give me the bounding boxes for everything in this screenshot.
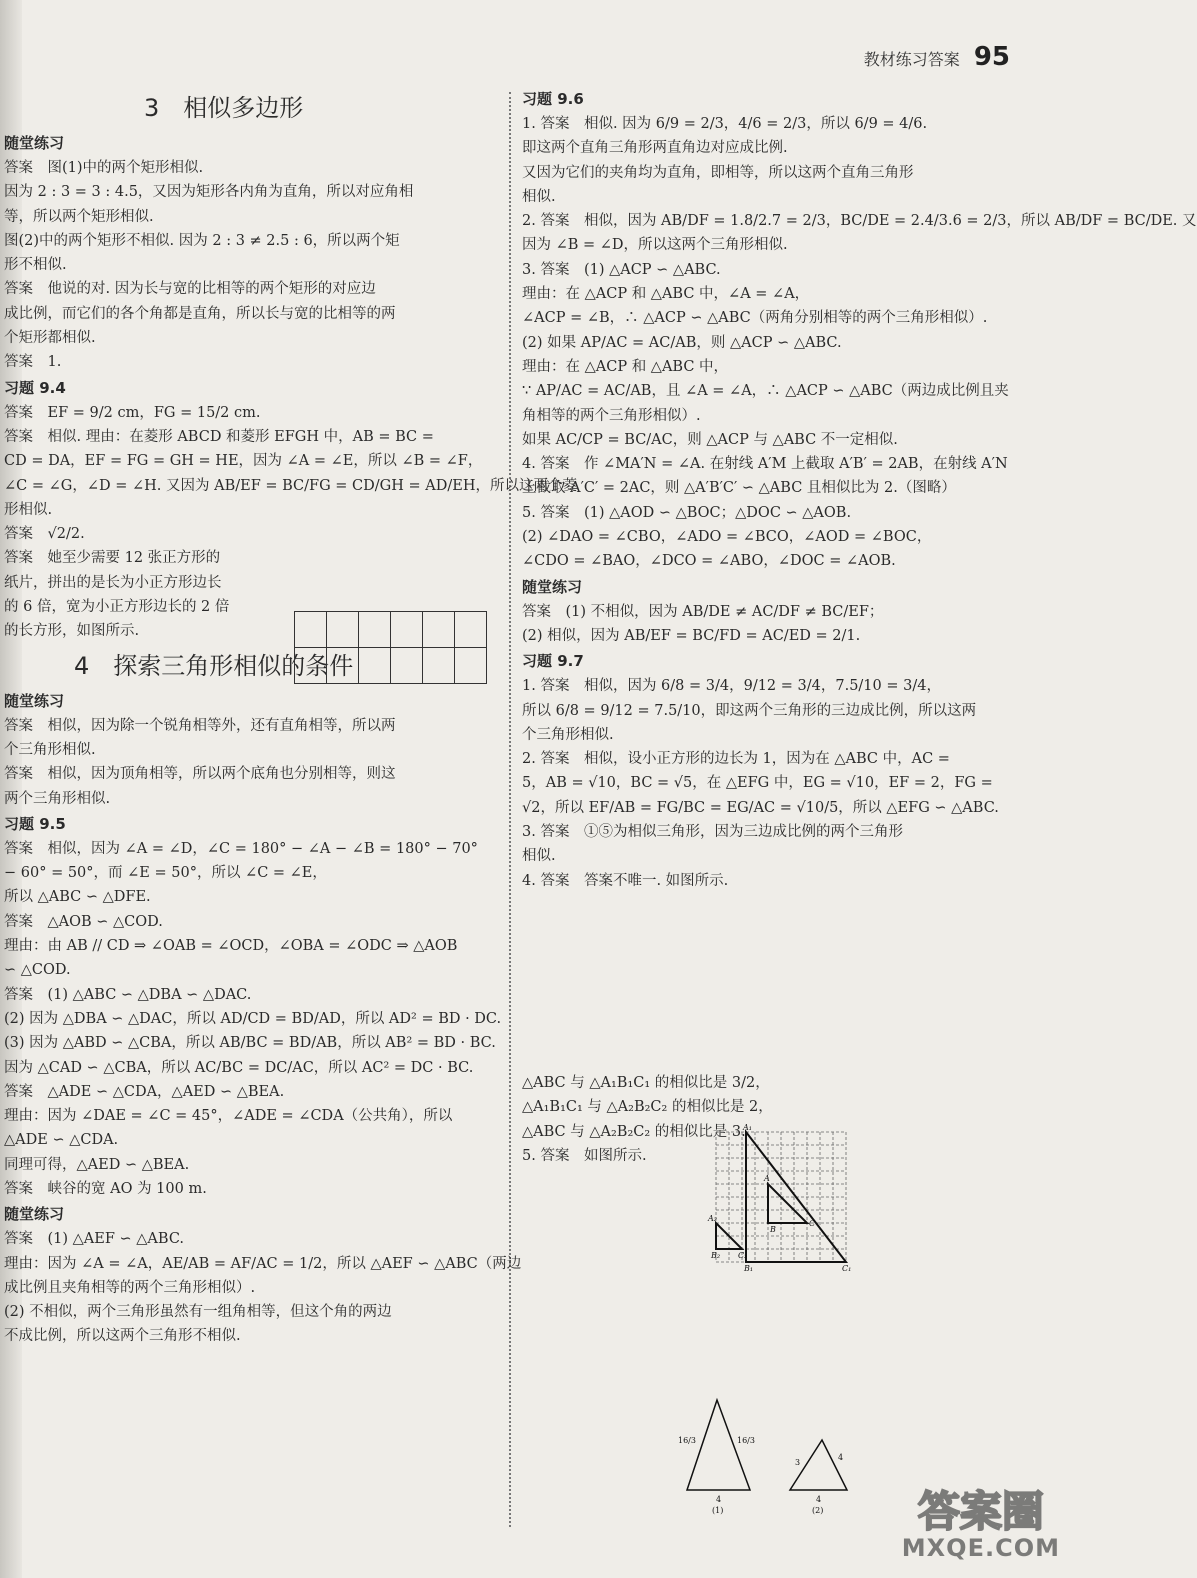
answer-line: 答案 △AOB ∽ △COD. — [4, 913, 163, 930]
answer-line: △ABC 与 △A₁B₁C₁ 的相似比是 3/2， — [522, 1074, 770, 1091]
answer-line: 答案 相似，因为除一个锐角相等外，还有直角相等，所以两 — [4, 717, 396, 734]
right-column — [522, 86, 1197, 1168]
answer-line: (2) 不相似，两个三角形虽然有一组角相等，但这个角的两边 — [4, 1304, 392, 1321]
figure-spacer — [522, 893, 1027, 1071]
label-c1: C₁ — [842, 1264, 852, 1273]
column-divider — [509, 92, 511, 1527]
rectangle-grid-figure — [294, 611, 487, 684]
answer-line: △ADE ∽ △CDA. — [4, 1132, 119, 1149]
answer-line: − 60° = 50°，而 ∠E = 50°，所以 ∠C = ∠E， — [4, 865, 327, 882]
answer-line: 即这两个直角三角形两直角边对应成比例. — [522, 140, 788, 157]
answer-line: 答案 他说的对. 因为长与宽的比相等的两个矩形的对应边 — [4, 281, 376, 298]
answer-line: (2) 相似，因为 AB/EF = BC/FD = AC/ED = 2/1. — [522, 627, 861, 644]
answer-line: 理由：由 AB // CD ⇒ ∠OAB = ∠OCD，∠OBA = ∠ODC ⇒ △AOB — [4, 938, 458, 955]
answer-line: ∠CDO = ∠BAO，∠DCO = ∠ABO，∠DOC = ∠AOB. — [522, 553, 896, 570]
answer-line: 同理可得，△AED ∽ △BEA. — [4, 1156, 190, 1173]
answer-line: 的长方形，如图所示. — [4, 623, 140, 640]
answer-line: 5. 答案 (1) △AOD ∽ △BOC；△DOC ∽ △AOB. — [522, 504, 852, 521]
tri2-left-side-label: 3 — [795, 1458, 801, 1467]
answer-line: 不成比例，所以这两个三角形不相似. — [4, 1328, 241, 1345]
similar-triangles-grid-figure — [706, 1122, 856, 1272]
answer-line: ∠C = ∠G，∠D = ∠H. 又因为 AB/EF = BC/FG = CD/GH = AD/EH，所以这两个菱 — [4, 477, 577, 494]
answer-line: 形相似. — [4, 501, 53, 518]
tri2-caption: (2) — [812, 1506, 824, 1515]
label-a2: A₂ — [708, 1214, 717, 1223]
answer-line: 答案 1. — [4, 354, 62, 371]
answer-line: 答案 EF = 9/2 cm，FG = 15/2 cm. — [4, 404, 261, 421]
answer-line: (2) 如果 AP/AC = AC/AB，则 △ACP ∽ △ABC. — [522, 334, 842, 351]
answer-line: 上截取 A′C′ = 2AC，则 △A′B′C′ ∽ △ABC 且相似比为 2.（图略） — [522, 480, 956, 497]
subsection-heading: 随堂练习 — [4, 691, 65, 710]
subsection-heading: 习题 9.7 — [522, 652, 584, 671]
answer-line: 2. 答案 相似，因为 AB/DF = 1.8/2.7 = 2/3，BC/DE = 2.4/3.6 = 2/3，所以 AB/DF = BC/DE. 又 — [522, 213, 1197, 230]
answer-line: 3. 答案 ①⑤为相似三角形，因为三边成比例的两个三角形 — [522, 824, 903, 841]
answer-line: 答案 相似，因为 ∠A = ∠D，∠C = 180° − ∠A − ∠B = 180° − 70° — [4, 840, 478, 857]
exercise-content — [522, 86, 1197, 893]
answer-line: △ABC 与 △A₂B₂C₂ 的相似比是 3. — [522, 1123, 746, 1140]
answer-line: 理由：因为 ∠DAE = ∠C = 45°，∠ADE = ∠CDA（公共角），所以 — [4, 1108, 453, 1125]
label-b: B — [770, 1225, 776, 1234]
answer-line: ∵ AP/AC = AC/AB，且 ∠A = ∠A，∴ △ACP ∽ △ABC（两边成比例且夹 — [522, 383, 1009, 400]
answer-line: 理由：在 △ACP 和 △ABC 中， — [522, 358, 729, 375]
answer-line: 答案 (1) △ABC ∽ △DBA ∽ △DAC. — [4, 986, 252, 1003]
answer-line: ∠ACP = ∠B，∴ △ACP ∽ △ABC（两角分别相等的两个三角形相似）. — [522, 310, 988, 327]
tri1-left-side-label: 16/3 — [678, 1436, 696, 1445]
page-header — [864, 42, 1010, 72]
two-triangles-figure — [672, 1395, 882, 1525]
answer-line: 答案 她至少需要 12 张正方形的 — [4, 550, 221, 567]
subsection-heading: 习题 9.5 — [4, 814, 66, 833]
answer-line: 角相等的两个三角形相似）. — [522, 407, 701, 424]
answer-line: 的 6 倍，宽为小正方形边长的 2 倍 — [4, 599, 230, 616]
label-b1: B₁ — [744, 1264, 754, 1273]
answer-line: 答案 (1) 不相似，因为 AB/DE ≠ AC/DF ≠ BC/EF； — [522, 603, 884, 620]
answer-line: 答案 (1) △AEF ∽ △ABC. — [4, 1231, 185, 1248]
answer-line: CD = DA，EF = FG = GH = HE，因为 ∠A = ∠E，所以 ∠B = ∠F， — [4, 453, 483, 470]
section-3-content — [4, 130, 577, 644]
label-a: A — [764, 1174, 770, 1183]
tri2-right-side-label: 4 — [838, 1453, 844, 1462]
answer-line: 答案 相似. 理由：在菱形 ABCD 和菱形 EFGH 中，AB = BC = — [4, 428, 434, 445]
section-3-title: 3 相似多边形 — [144, 94, 304, 122]
answer-line: 答案 △ADE ∽ △CDA，△AED ∽ △BEA. — [4, 1083, 285, 1100]
answer-line: 相似. — [522, 188, 556, 205]
tri1-caption: (1) — [712, 1506, 724, 1515]
tri2-base-label: 4 — [816, 1495, 822, 1504]
answer-line: 答案 图(1)中的两个矩形相似. — [4, 160, 204, 176]
answer-line: 相似. — [522, 848, 556, 865]
answer-line: 因为 △CAD ∽ △CBA，所以 AC/BC = DC/AC，所以 AC² = DC · BC. — [4, 1059, 474, 1076]
answer-line: 成比例，而它们的各个角都是直角，所以长与宽的比相等的两 — [4, 305, 396, 322]
triangle-1 — [687, 1400, 750, 1490]
answer-line: 答案 √2/2. — [4, 526, 85, 543]
section-4-content — [4, 688, 522, 1349]
answer-line: ∽ △COD. — [4, 962, 71, 979]
answer-line: 个三角形相似. — [4, 741, 96, 758]
subsection-heading: 随堂练习 — [4, 134, 65, 152]
answer-line: 5. 答案 如图所示. — [522, 1147, 647, 1164]
answer-line: 1. 答案 相似. 因为 6/9 = 2/3，4/6 = 2/3，所以 6/9 = 4/6. — [522, 116, 928, 132]
answer-line: 因为 ∠B = ∠D，所以这两个三角形相似. — [522, 237, 788, 254]
answer-line: 如果 AC/CP = BC/AC，则 △ACP 与 △ABC 不一定相似. — [522, 431, 898, 448]
answer-line: 纸片，拼出的是长为小正方形边长 — [4, 574, 222, 591]
subsection-heading: 习题 9.6 — [522, 90, 584, 108]
section-4-title: 4 探索三角形相似的条件 — [74, 651, 354, 680]
answer-line: 等，所以两个矩形相似. — [4, 208, 154, 225]
answer-line: 理由：因为 ∠A = ∠A，AE/AB = AF/AC = 1/2，所以 △AEF ∽ △ABC（两边 — [4, 1255, 522, 1272]
answer-line: 又因为它们的夹角均为直角，即相等，所以这两个直角三角形 — [522, 164, 914, 181]
watermark-logo-text: 答案圈 — [917, 1487, 1044, 1536]
answer-line: 3. 答案 (1) △ACP ∽ △ABC. — [522, 261, 721, 278]
answer-line: (3) 因为 △ABD ∽ △CBA，所以 AB/BC = BD/AB，所以 AB² = BD · BC. — [4, 1035, 496, 1052]
answer-line: 个三角形相似. — [522, 726, 614, 743]
label-a1: A₁ — [743, 1123, 752, 1132]
tri1-base-label: 4 — [716, 1495, 722, 1504]
answer-line: 5，AB = √10，BC = √5，在 △EFG 中，EG = √10，EF = 2，FG = — [522, 775, 993, 792]
answer-line: 因为 2 : 3 = 3 : 4.5，又因为矩形各内角为直角，所以对应角相 — [4, 184, 414, 201]
subsection-heading: 随堂练习 — [522, 577, 583, 596]
label-b2: B₂ — [711, 1251, 721, 1260]
subsection-heading: 习题 9.4 — [4, 378, 66, 397]
answer-line: 两个三角形相似. — [4, 790, 111, 807]
answer-line: 答案 峡谷的宽 AO 为 100 m. — [4, 1180, 207, 1197]
answer-line: √2，所以 EF/AB = FG/BC = EG/AC = √10/5，所以 △EFG ∽ △ABC. — [522, 799, 999, 816]
label-c: C — [809, 1219, 816, 1228]
answer-line: 4. 答案 答案不唯一. 如图所示. — [522, 872, 729, 889]
answer-line: 所以 6/8 = 9/12 = 7.5/10，即这两个三角形的三边成比例，所以这两 — [522, 702, 977, 719]
tri1-right-side-label: 16/3 — [737, 1436, 755, 1445]
answer-line: 1. 答案 相似，因为 6/8 = 3/4，9/12 = 3/4，7.5/10 = 3/4， — [522, 678, 941, 695]
header-title: 教材练习答案 — [863, 50, 960, 69]
answer-line: (2) 因为 △DBA ∽ △DAC，所以 AD/CD = BD/AD，所以 AD² = BD · DC. — [4, 1010, 502, 1027]
subsection-heading: 随堂练习 — [4, 1205, 65, 1224]
answer-line: 理由：在 △ACP 和 △ABC 中，∠A = ∠A， — [522, 286, 810, 303]
label-c2: C₂ — [738, 1251, 748, 1260]
watermark-url: MXQE.COM — [901, 1534, 1060, 1562]
answer-line: 2. 答案 相似，设小正方形的边长为 1，因为在 △ABC 中，AC = — [522, 751, 950, 768]
watermark-logo — [901, 1487, 1060, 1562]
answer-line: 4. 答案 作 ∠MA′N = ∠A. 在射线 A′M 上截取 A′B′ = 2AB，在射线 A′N — [522, 456, 1008, 473]
answer-line: △A₁B₁C₁ 与 △A₂B₂C₂ 的相似比是 2， — [522, 1099, 773, 1116]
answer-line: 形不相似. — [4, 257, 67, 274]
answer-line: 个矩形都相似. — [4, 330, 96, 347]
answer-line: (2) ∠DAO = ∠CBO，∠ADO = ∠BCO，∠AOD = ∠BOC， — [522, 529, 932, 546]
answer-line: 成比例且夹角相等的两个三角形相似）. — [4, 1279, 256, 1296]
answer-line: 所以 △ABC ∽ △DFE. — [4, 889, 151, 906]
page-number: 95 — [973, 42, 1010, 72]
answer-line: 答案 相似，因为顶角相等，所以两个底角也分别相等，则这 — [4, 766, 396, 783]
answer-line: 图(2)中的两个矩形不相似. 因为 2 : 3 ≠ 2.5 : 6，所以两个矩 — [4, 232, 400, 249]
